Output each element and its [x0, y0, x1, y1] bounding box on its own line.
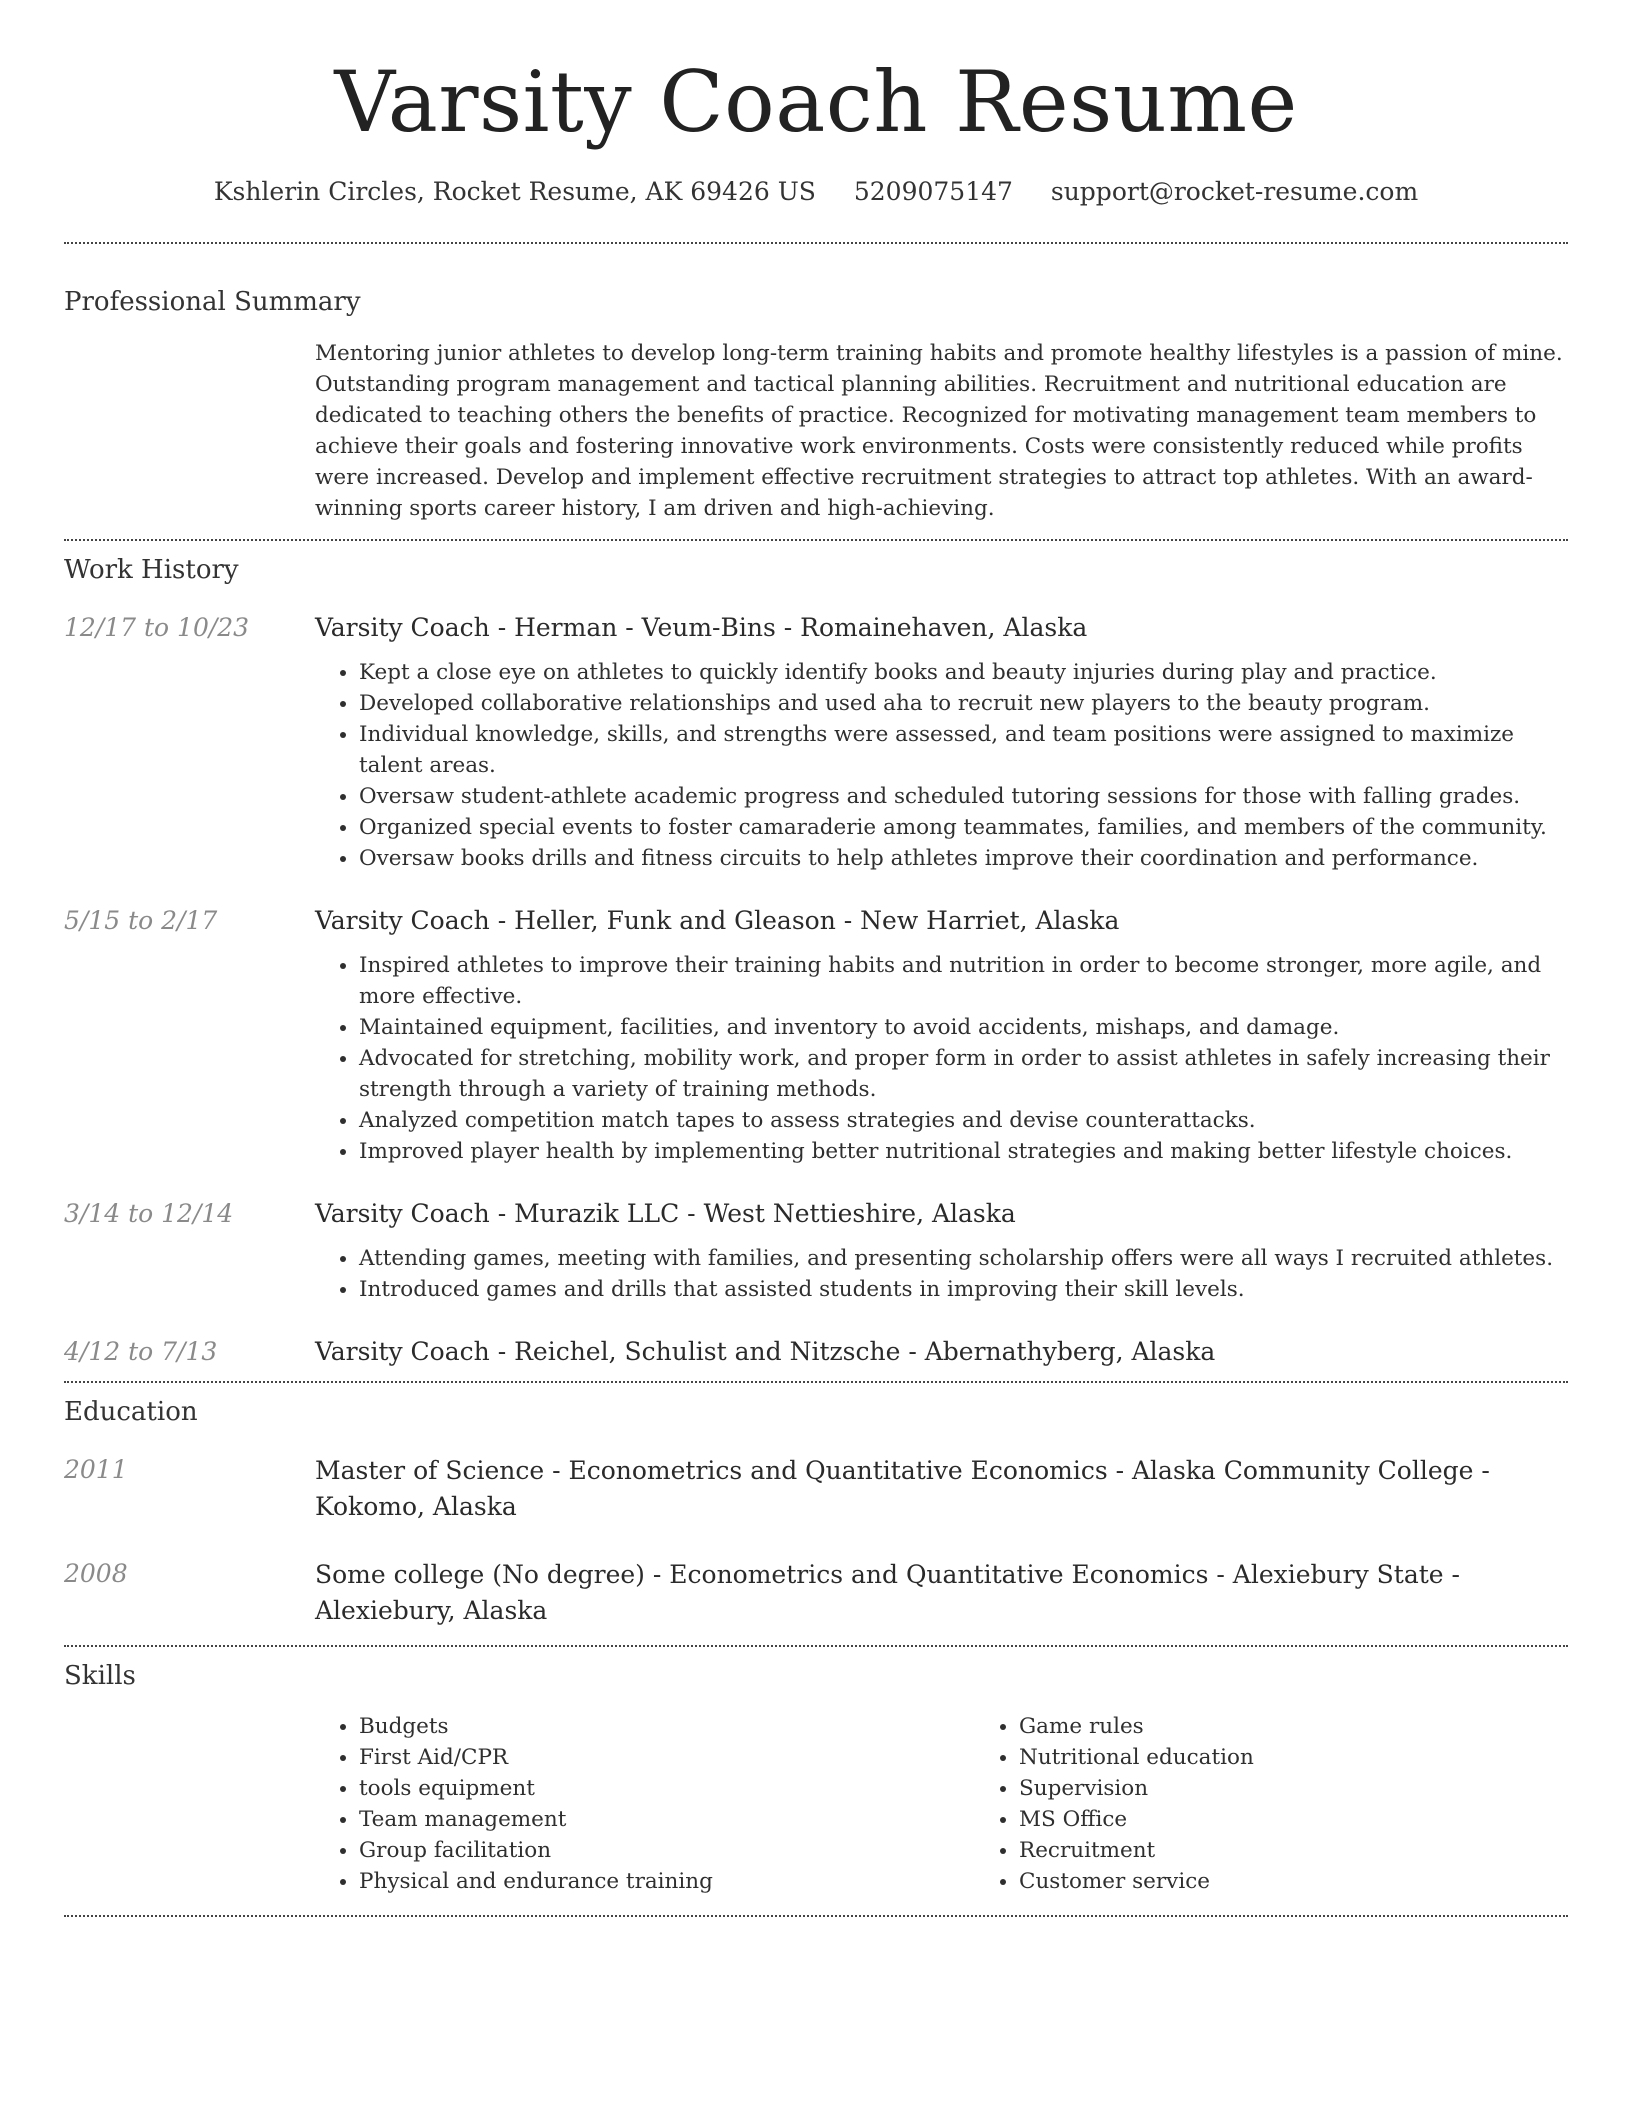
- job-entry: [64, 1335, 1568, 1369]
- section-heading-education: Education: [64, 1397, 198, 1427]
- skills-section: [64, 1659, 1568, 1897]
- job-duties: [315, 657, 1568, 874]
- list-item: • Developed collaborative relationships and used aha to recruit new players to the beauty program.: [359, 688, 1568, 719]
- job-title: Varsity Coach - Heller, Funk and Gleason - New Harriet, Alaska: [315, 906, 1120, 935]
- skill-item: • Team management: [359, 1804, 975, 1835]
- education-year: 2011: [64, 1455, 128, 1484]
- contact-email: support@rocket-resume.com: [1050, 177, 1419, 206]
- skill-item: • Recruitment: [1019, 1835, 1632, 1866]
- list-item: • Inspired athletes to improve their training habits and nutrition in order to become stronger, more agile, and more effective.: [359, 950, 1568, 1012]
- divider: [64, 242, 1568, 244]
- skill-item: • First Aid/CPR: [359, 1742, 975, 1773]
- education-year: 2008: [64, 1559, 128, 1588]
- job-dates: 12/17 to 10/23: [64, 613, 250, 642]
- education-entry: [64, 1453, 1568, 1525]
- skill-item: • Customer service: [1019, 1866, 1632, 1897]
- education-title: Some college (No degree) - Econometrics and Quantitative Economics - Alexiebury State - Alexiebury, Alaska: [315, 1560, 1460, 1625]
- job-duties: [315, 950, 1568, 1167]
- list-item: • Individual knowledge, skills, and strengths were assessed, and team positions were assigned to maximize talent areas.: [359, 719, 1568, 781]
- list-item: • Maintained equipment, facilities, and inventory to avoid accidents, mishaps, and damage.: [359, 1012, 1568, 1043]
- divider: [64, 539, 1568, 541]
- section-heading-skills: Skills: [64, 1661, 136, 1691]
- education-section: [64, 1395, 1568, 1629]
- divider: [64, 1381, 1568, 1383]
- skill-item: • Physical and endurance training: [359, 1866, 975, 1897]
- skills-list-left: [315, 1711, 975, 1897]
- skill-item: • tools equipment: [359, 1773, 975, 1804]
- list-item: • Analyzed competition match tapes to assess strategies and devise counterattacks.: [359, 1105, 1568, 1136]
- list-item: • Improved player health by implementing better nutritional strategies and making better lifestyle choices.: [359, 1136, 1568, 1167]
- skill-item: • Game rules: [1019, 1711, 1632, 1742]
- job-entry: [64, 1197, 1568, 1305]
- skills-list-right: [975, 1711, 1632, 1897]
- skill-item: • Supervision: [1019, 1773, 1632, 1804]
- job-duties: [315, 1243, 1568, 1305]
- education-title: Master of Science - Econometrics and Quantitative Economics - Alaska Community College - Kokomo, Alaska: [315, 1456, 1490, 1521]
- list-item: • Organized special events to foster camaraderie among teammates, families, and members of the community.: [359, 812, 1568, 843]
- work-history-section: [64, 553, 1568, 1369]
- list-item: • Oversaw student-athlete academic progress and scheduled tutoring sessions for those with falling grades.: [359, 781, 1568, 812]
- job-title: Varsity Coach - Reichel, Schulist and Nitzsche - Abernathyberg, Alaska: [315, 1337, 1216, 1366]
- job-entry: [64, 904, 1568, 1167]
- contact-phone: 5209075147: [853, 177, 1013, 206]
- contact-line: [64, 176, 1568, 208]
- job-dates: 5/15 to 2/17: [64, 906, 218, 935]
- section-heading-summary: Professional Summary: [64, 287, 361, 317]
- resume-title: Varsity Coach Resume: [334, 53, 1298, 151]
- summary-text: Mentoring junior athletes to develop long-term training habits and promote healthy lifestyles is a passion of mine. Outstanding program management and tactical planning abilities. Recruitment and nutritional education are dedicated to teaching others the benefits of practice. Recognized for motivating management team members to achieve their goals and fostering innovative work environments. Costs were consistently reduced while profits were increased. Develop and implement effective recruitment strategies to attract top athletes. With an award-winning sports career history, I am driven and high-achieving.: [315, 341, 1563, 521]
- education-entry: [64, 1557, 1568, 1629]
- list-item: • Advocated for stretching, mobility work, and proper form in order to assist athletes in safely increasing their strength through a variety of training methods.: [359, 1043, 1568, 1105]
- divider: [64, 1645, 1568, 1647]
- job-dates: 4/12 to 7/13: [64, 1337, 218, 1366]
- list-item: • Kept a close eye on athletes to quickly identify books and beauty injuries during play and practice.: [359, 657, 1568, 688]
- list-item: • Introduced games and drills that assisted students in improving their skill levels.: [359, 1274, 1568, 1305]
- skill-item: • Group facilitation: [359, 1835, 975, 1866]
- contact-address: Kshlerin Circles, Rocket Resume, AK 69426 US: [213, 177, 816, 206]
- job-title: Varsity Coach - Murazik LLC - West Nettieshire, Alaska: [315, 1199, 1016, 1228]
- skill-item: • Nutritional education: [1019, 1742, 1632, 1773]
- skill-item: • MS Office: [1019, 1804, 1632, 1835]
- job-entry: [64, 611, 1568, 874]
- skill-item: • Budgets: [359, 1711, 975, 1742]
- job-dates: 3/14 to 12/14: [64, 1199, 234, 1228]
- summary-section: [64, 285, 1568, 524]
- job-title: Varsity Coach - Herman - Veum-Bins - Romainehaven, Alaska: [315, 613, 1088, 642]
- list-item: • Oversaw books drills and fitness circuits to help athletes improve their coordination and performance.: [359, 843, 1568, 874]
- list-item: • Attending games, meeting with families, and presenting scholarship offers were all ways I recruited athletes.: [359, 1243, 1568, 1274]
- section-heading-work-history: Work History: [64, 555, 239, 585]
- divider: [64, 1915, 1568, 1917]
